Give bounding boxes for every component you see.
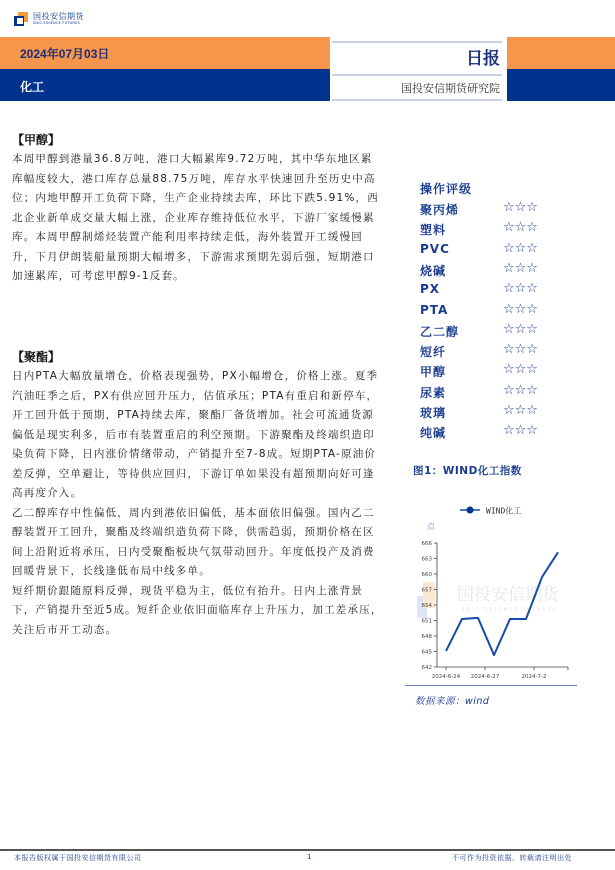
svg-text:国投安信期货: 国投安信期货 — [457, 585, 559, 605]
rating-row — [420, 384, 600, 404]
star-rating-icon: ☆☆☆ — [503, 423, 538, 439]
section-title-polyester: 【聚酯】 — [12, 350, 61, 364]
y-tick-label: 645 — [421, 649, 432, 656]
paragraph: 本周甲醇到港量36.8万吨，港口大幅累库9.72万吨，其中华东地区累库幅度较大，港口库存总量88.75万吨，库存水平快速回升至历史中高位；内地甲醇开工负荷下降，生产企业持续去库，环比下跌5.91%，西北企业新单成交量大幅上涨，企业库存维持低位水平，下游厂家缓慢累库。本周甲醇制烯烃装置产能利用率持续走低，海外装置开工缓慢回升，下月伊朗装船量预期大幅增多，下游需求预期先弱后强，短期港口加速累库，可考虑甲醇9-1反套。 — [12, 153, 379, 282]
rating-row — [420, 201, 600, 221]
data-source: 数据来源：wind — [415, 696, 490, 707]
star-rating-icon: ☆☆☆ — [503, 382, 538, 398]
star-rating-icon: ☆☆☆ — [503, 281, 538, 297]
x-tick-label: 2024-6-27 — [470, 674, 500, 680]
rating-row — [420, 343, 600, 363]
star-rating-icon: ☆☆☆ — [503, 301, 538, 317]
legend-label: WIND化工 — [486, 506, 522, 516]
rating-product: 短纤 — [420, 345, 447, 360]
figure-title: 图1：WIND化工指数 — [413, 465, 522, 477]
legend-marker-icon — [467, 507, 474, 514]
report-date: 2024年07月03日 — [20, 47, 110, 61]
report-type: 日报 — [466, 49, 500, 69]
paragraph: 日内PTA大幅放量增仓，价格表现强势，PX小幅增仓，价格上涨。夏季汽油旺季之后，PX有供应回升压力，估值承压；PTA有重启和新停车，开工回升低于预期，PTA持续去库，聚酯厂备货增加。社会可流通货源偏低是现实利多，后市有装置重启的利空预期。下游聚酯及终端织造印染负荷下降，日内涨价情绪带动，产销提升至7-8成。短期PTA-原油价差反弹，空单避让，等待供应回归，下游订单如果没有超预期向好可逢高再度介入。 — [12, 370, 379, 499]
rating-row — [420, 404, 600, 424]
rating-row — [420, 282, 600, 302]
y-tick-label: 651 — [421, 618, 432, 625]
star-rating-icon: ☆☆☆ — [503, 403, 538, 418]
star-rating-icon: ☆☆☆ — [503, 200, 538, 215]
divider — [332, 41, 502, 43]
star-rating-icon: ☆☆☆ — [503, 362, 538, 378]
y-tick-label: 666 — [421, 541, 432, 548]
star-rating-icon: ☆☆☆ — [503, 260, 538, 276]
rating-title: 操作评级 — [420, 182, 473, 196]
divider — [332, 74, 502, 76]
rating-row — [420, 242, 600, 262]
logo-mark-icon — [14, 12, 28, 26]
y-tick-label: 657 — [421, 587, 432, 594]
header-band-blue — [0, 69, 330, 101]
footer-divider — [0, 849, 615, 851]
y-tick-label: 648 — [421, 634, 432, 641]
rating-product: 聚丙烯 — [420, 203, 460, 217]
star-rating-icon: ☆☆☆ — [503, 342, 538, 358]
x-tick-label: 2024-6-24 — [431, 674, 461, 680]
rating-product: 尿素 — [420, 385, 447, 400]
rating-product: 乙二醇 — [420, 324, 460, 339]
star-rating-icon: ☆☆☆ — [503, 240, 538, 256]
footer-copyright: 本报告版权属于国投安信期货有限公司 — [14, 854, 142, 862]
y-tick-label: 663 — [421, 556, 432, 563]
rating-row — [420, 221, 600, 241]
logo-name-cn: 国投安信期货 — [33, 12, 84, 21]
star-rating-icon: ☆☆☆ — [503, 220, 538, 236]
rating-row — [420, 323, 600, 343]
rating-product: PTA — [420, 302, 449, 317]
divider — [332, 99, 502, 101]
page-number: 1 — [307, 853, 312, 861]
rating-product: PX — [420, 282, 441, 297]
rating-product: 甲醇 — [420, 365, 447, 380]
rating-product: 塑料 — [420, 223, 447, 238]
y-tick-label: 642 — [421, 665, 432, 672]
y-tick-label: 654 — [421, 603, 432, 610]
y-axis-unit: 点 — [427, 522, 435, 531]
paragraph: 短纤期价跟随原料反弹，现货平稳为主，低位有抬升。日内上涨背景下，产销提升至近5成。短纤企业依旧面临库存上升压力，加工差承压，关注后市开工动态。 — [12, 584, 383, 636]
line-chart — [405, 490, 615, 690]
header-band-blue-right — [507, 69, 615, 101]
company-logo — [14, 10, 114, 30]
rating-product: 纯碱 — [420, 426, 447, 441]
rating-product: 烧碱 — [420, 263, 447, 278]
footer-disclaimer: 不可作为投资依据，转载请注明出处 — [452, 854, 572, 862]
rating-row — [420, 262, 600, 282]
rating-row — [420, 363, 600, 383]
rating-product: 玻璃 — [420, 406, 447, 420]
star-rating-icon: ☆☆☆ — [503, 321, 538, 337]
paragraph: 乙二醇库存中性偏低，周内到港依旧偏低，基本面依旧偏强。国内乙二醇装置开工回升，聚酯及终端织造负荷下降，供需趋弱，预期价格在区间上沿附近将承压，日内受聚酯板块气氛带动回升。年度低投产及消费回暖背景下，长线逢低布局中线多单。 — [12, 506, 375, 577]
report-sector: 化工 — [20, 80, 45, 94]
svg-text:SDIC ESSENCE FUTURES: SDIC ESSENCE FUTURES — [462, 608, 558, 613]
logo-name-en: SDIC ESSENCE FUTURES — [33, 21, 80, 25]
rating-row — [420, 303, 600, 323]
section-body-polyester — [12, 367, 384, 640]
section-body-methanol — [12, 150, 384, 287]
section-title-methanol: 【甲醇】 — [12, 133, 61, 147]
y-tick-label: 660 — [421, 572, 432, 579]
header-band-orange-right — [507, 37, 615, 69]
institute-name: 国投安信期货研究院 — [401, 82, 500, 95]
x-tick-label: 2024-7-2 — [521, 674, 547, 680]
divider — [405, 685, 577, 686]
rating-product: PVC — [420, 241, 450, 256]
rating-row — [420, 424, 600, 444]
